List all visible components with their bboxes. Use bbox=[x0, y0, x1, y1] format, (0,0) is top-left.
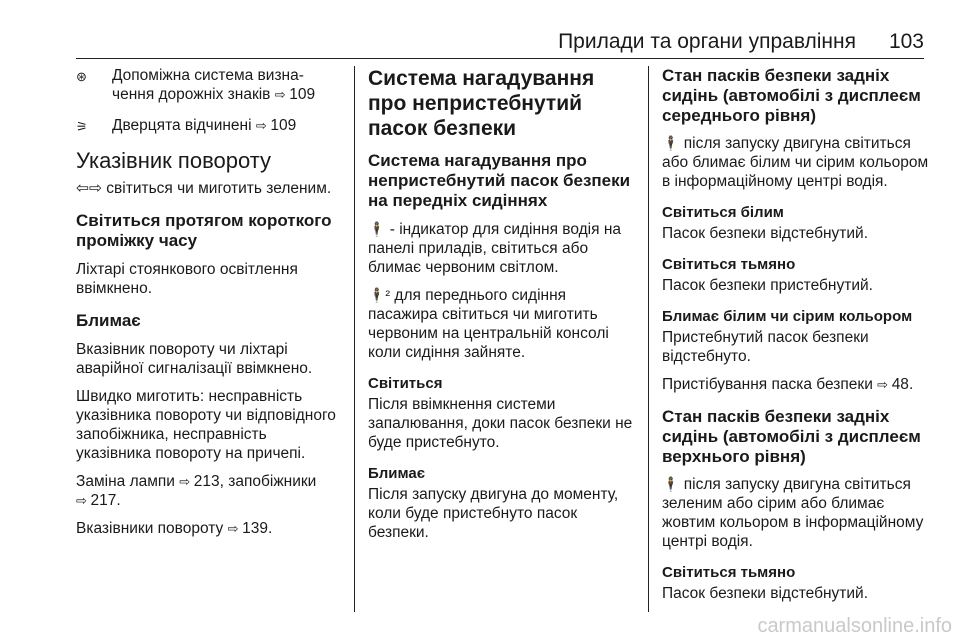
column-2 bbox=[368, 66, 638, 551]
page-reference[interactable]: 139 bbox=[242, 520, 268, 537]
page-reference[interactable]: 48 bbox=[891, 376, 909, 393]
subheading: Система нагадування про непристебнутий пасок безпеки на передніх сидіннях bbox=[368, 151, 631, 210]
subheading: Блимає білим чи сірим кольором bbox=[662, 308, 913, 325]
paragraph: Заміна лампи ⇨ 213, запобіжники ⇨ 217. bbox=[76, 473, 317, 509]
reference-arrow-icon: ⇨ bbox=[227, 521, 243, 536]
section-heading: Стан пасків безпеки задніх сидінь (автомобілі з дисплеєм верхнього рівня) bbox=[662, 407, 921, 466]
header-divider bbox=[76, 58, 924, 59]
paragraph: Швидко миготить: несправність указівника повороту чи відповідного запобіжника, несправність указівника повороту на причепі. bbox=[76, 388, 336, 462]
door-open-icon: ⚞ bbox=[76, 119, 88, 134]
paragraph: Пристебнутий пасок безпеки відстебнуто. bbox=[662, 329, 869, 365]
list-item bbox=[76, 116, 346, 136]
paragraph: Пасок безпеки відстебнутий. bbox=[662, 225, 868, 242]
section-heading: Стан пасків безпеки задніх сидінь (автомобілі з дисплеєм середнього рівня) bbox=[662, 66, 921, 125]
reference-arrow-icon: ⇨ bbox=[76, 493, 91, 508]
subheading: Блимає bbox=[76, 311, 141, 330]
reference-arrow-icon: ⇨ bbox=[179, 474, 194, 489]
subheading: Світиться білим bbox=[662, 204, 784, 221]
reference-arrow-icon: ⇨ bbox=[877, 377, 892, 392]
watermark: carmanualsonline.info bbox=[757, 615, 952, 637]
seatbelt-icon: 🕴 bbox=[662, 476, 680, 492]
paragraph: Пасок безпеки пристебнутий. bbox=[662, 277, 873, 294]
turn-signal-icon: ⇦⇨ bbox=[76, 180, 102, 197]
subheading: Світиться тьмяно bbox=[662, 256, 796, 273]
list-item-text: Допоміжна система визна-чення дорожніх знаків ⇨ 109 bbox=[112, 67, 316, 103]
paragraph: Після ввімкнення системи запалювання, доки пасок безпеки не буде пристебнуто. bbox=[368, 396, 633, 451]
traffic-sign-icon: ⊛ bbox=[76, 69, 87, 84]
page-reference[interactable]: 109 bbox=[289, 86, 316, 103]
page-reference[interactable]: 217 bbox=[90, 492, 117, 509]
page-header bbox=[0, 0, 960, 60]
paragraph: 🕴² для переднього сидіння пасажира світиться чи миготить червоним на центральній консолі коли сидіння зайняте. bbox=[368, 287, 609, 361]
paragraph: 🕴 після запуску двигуна світиться зеленим або сірим або блимає жовтим кольором в інформаційному центрі водія. bbox=[662, 476, 924, 550]
section-heading: Указівник повороту bbox=[76, 148, 272, 173]
page-reference[interactable]: 109 bbox=[270, 117, 297, 134]
column-divider-1 bbox=[354, 66, 355, 612]
section-heading: Система нагадування про непристебнутий пасок безпеки bbox=[368, 67, 595, 140]
paragraph: Пристібування паска безпеки ⇨ 48. bbox=[662, 376, 914, 393]
column-1 bbox=[76, 66, 346, 547]
page-reference[interactable]: 213 bbox=[193, 473, 220, 490]
subheading: Світиться тьмяно bbox=[662, 564, 796, 581]
paragraph: Пасок безпеки відстебнутий. bbox=[662, 585, 868, 602]
paragraph: Ліхтарі стоянкового освітлення ввімкнено. bbox=[76, 261, 298, 297]
paragraph: 🕴 після запуску двигуна світиться або блимає білим чи сірим кольором в інформаційному центрі водія. bbox=[662, 135, 929, 190]
subheading: Світиться протягом короткого проміжку часу bbox=[76, 211, 332, 250]
reference-arrow-icon: ⇨ bbox=[274, 87, 290, 102]
paragraph: Після запуску двигуна до моменту, коли буде пристебнуто пасок безпеки. bbox=[368, 486, 619, 541]
paragraph: Вказівник повороту чи ліхтарі аварійної сигналізації ввімкнено. bbox=[76, 341, 313, 377]
list-item bbox=[76, 66, 346, 104]
page-title: Прилади та органи управління bbox=[558, 30, 856, 53]
column-3 bbox=[662, 66, 932, 612]
reference-arrow-icon: ⇨ bbox=[255, 118, 271, 133]
passenger-seatbelt-icon: 🕴² bbox=[368, 287, 391, 303]
column-divider-2 bbox=[648, 66, 649, 612]
paragraph: Вказівники повороту ⇨ 139. bbox=[76, 520, 273, 537]
seatbelt-icon: 🕴 bbox=[662, 135, 680, 151]
paragraph: ⇦⇨ світиться чи миготить зеленим. bbox=[76, 180, 332, 197]
subheading: Блимає bbox=[368, 465, 426, 482]
paragraph: 🕴 - індикатор для сидіння водія на панелі приладів, світиться або блимає червоним світлом. bbox=[368, 221, 622, 276]
page-number: 103 bbox=[888, 30, 924, 53]
subheading: Світиться bbox=[368, 375, 443, 392]
list-item-text: Дверцята відчинені ⇨ 109 bbox=[112, 117, 297, 134]
seatbelt-icon: 🕴 bbox=[368, 221, 386, 237]
